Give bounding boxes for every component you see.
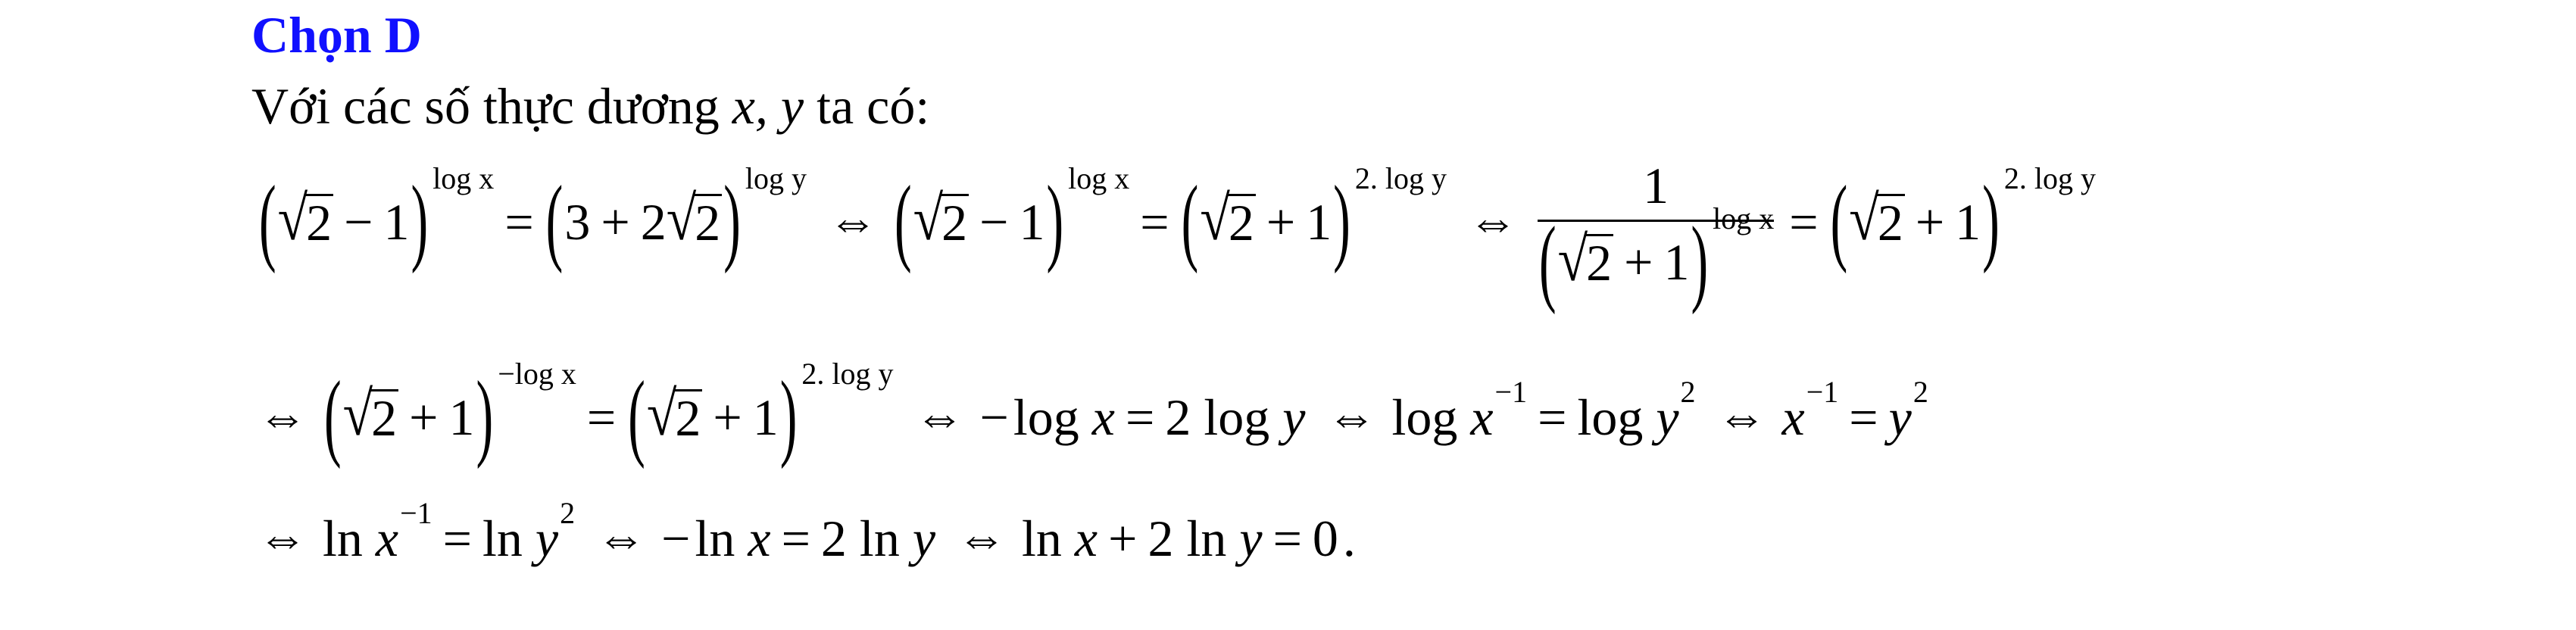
term-sqrt2-plus-1-pow-2logy-c: ( √ 2 + 1 ) 2. log y: [628, 356, 894, 470]
log-x-inv-eq-log-y-sq: log x −1 = log y 2: [1391, 374, 1696, 446]
equation-line-1: [258, 151, 2096, 348]
ln-x-inv-eq-ln-y-sq: ln x −1 = ln y 2: [323, 495, 576, 567]
term-3-plus-2sqrt2-pow-logy: ( 3 + 2 √ 2 ) log y: [545, 161, 807, 275]
equivalence-arrow: ⇔: [1326, 389, 1377, 444]
term-sqrt2-plus-1-pow-2logy-b: ( √ 2 + 1 ) 2. log y: [1830, 161, 2096, 275]
equivalence-arrow: ⇔: [258, 510, 308, 566]
intro-variables: x, y: [732, 77, 804, 135]
equals-sign: =: [504, 192, 534, 251]
term-sqrt2-minus-1-pow-logx-b: ( √ 2 − 1 ) log x: [894, 161, 1130, 275]
neg-ln-x-eq-2-ln-y: − ln x = 2 ln y: [661, 509, 936, 567]
intro-sentence: [251, 73, 929, 139]
equivalence-arrow: ⇔: [1467, 194, 1518, 249]
equivalence-arrow: ⇔: [957, 510, 1007, 566]
fraction-1-over-sqrt2-plus-1-pow-logx: 1 ( √ 2 + 1 ) log x: [1538, 157, 1775, 315]
equivalence-arrow: ⇔: [1716, 389, 1767, 444]
term-sqrt2-minus-1-pow-logx: ( √ 2 − 1 ) log x: [259, 161, 495, 275]
neg-log-x-eq-2-log-y: − log x = 2 log y: [979, 388, 1306, 446]
ln-x-plus-2-ln-y-eq-0: ln x + 2 ln y = 0 .: [1022, 509, 1356, 567]
equation-line-2: [258, 356, 1928, 470]
term-sqrt2-plus-1-pow-neg-logx: ( √ 2 + 1 ) −log x: [324, 356, 576, 470]
equation-line-3: [258, 495, 1356, 569]
equivalence-arrow: ⇔: [596, 510, 647, 566]
intro-text-before: Với các số thực dương: [251, 77, 732, 135]
equals-sign: =: [1140, 192, 1169, 251]
intro-text-after: ta có:: [804, 77, 930, 135]
answer-heading: Chọn D: [251, 6, 422, 64]
equals-sign: =: [1789, 192, 1819, 251]
term-sqrt2-plus-1-pow-2logy: ( √ 2 + 1 ) 2. log y: [1181, 161, 1447, 275]
equals-sign: =: [586, 388, 617, 446]
x-inv-eq-y-sq: x −1 = y 2: [1781, 374, 1928, 446]
equivalence-arrow: ⇔: [914, 389, 965, 444]
equivalence-arrow: ⇔: [827, 194, 878, 249]
equivalence-arrow: ⇔: [258, 389, 308, 444]
